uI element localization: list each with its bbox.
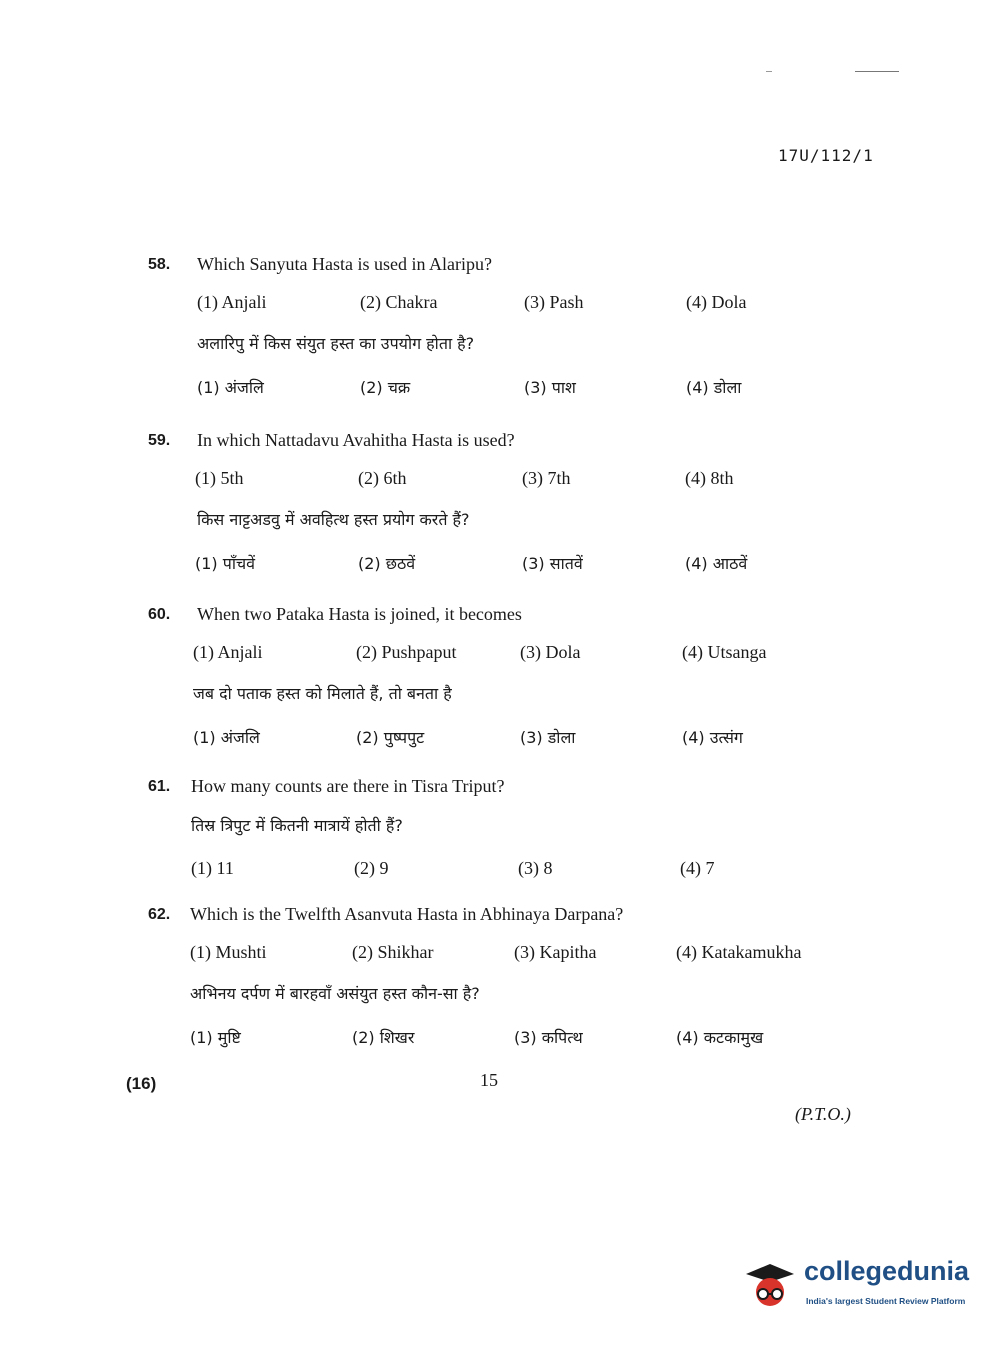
option-4: (4) Dola <box>686 292 747 312</box>
option-2-hi: (2) चक्र <box>360 378 411 397</box>
option-2: (2) Shikhar <box>352 942 434 962</box>
option-1-hi: (1) अंजलि <box>197 378 264 397</box>
option-4-hi: (4) डोला <box>686 378 742 397</box>
option-1: (1) 11 <box>191 858 234 878</box>
scan-rule <box>855 71 899 72</box>
options-en <box>140 468 860 508</box>
option-3: (3) Pash <box>524 292 584 312</box>
options-hi <box>140 1026 860 1074</box>
option-4-hi: (4) कटकामुख <box>676 1028 764 1047</box>
options-en <box>140 942 860 982</box>
option-2: (2) Pushpaput <box>356 642 457 662</box>
question-number: 61. <box>148 778 171 795</box>
question-text-hi: जब दो पताक हस्त को मिलाते हैं, तो बनता है <box>193 684 452 703</box>
question-number: 58. <box>148 256 171 273</box>
option-1: (1) Anjali <box>193 642 263 662</box>
option-3-hi: (3) सातवें <box>522 554 583 573</box>
option-4-hi: (4) उत्संग <box>682 728 743 747</box>
question-text-en: When two Pataka Hasta is joined, it becomes <box>197 604 522 624</box>
question-text-en: Which is the Twelfth Asanvuta Hasta in Abhinaya Darpana? <box>190 904 624 924</box>
question-number: 60. <box>148 606 171 623</box>
options-hi <box>140 552 860 600</box>
option-2: (2) Chakra <box>360 292 438 312</box>
option-1-hi: (1) अंजलि <box>193 728 260 747</box>
options-en <box>140 642 860 682</box>
collegedunia-watermark <box>742 1254 972 1316</box>
question-62 <box>140 906 860 1074</box>
option-2-hi: (2) पुष्पपुट <box>356 728 425 747</box>
question-59 <box>140 432 860 600</box>
brand-name: collegedunia <box>804 1256 970 1286</box>
option-1: (1) Anjali <box>197 292 267 312</box>
option-3: (3) Dola <box>520 642 581 662</box>
pto-note: (P.T.O.) <box>795 1104 851 1124</box>
option-3: (3) Kapitha <box>514 942 597 962</box>
option-4: (4) Utsanga <box>682 642 767 662</box>
option-3-hi: (3) पाश <box>524 378 576 397</box>
question-number: 62. <box>148 906 171 923</box>
option-1-hi: (1) पाँचवें <box>195 554 256 573</box>
question-text-hi: अलारिपु में किस संयुत हस्त का उपयोग होता है? <box>197 334 475 353</box>
option-2: (2) 9 <box>354 858 389 878</box>
options-en <box>140 292 860 332</box>
question-text-en: Which Sanyuta Hasta is used in Alaripu? <box>197 254 492 274</box>
option-4: (4) 7 <box>680 858 715 878</box>
question-text-hi: अभिनय दर्पण में बारहवाँ असंयुत हस्त कौन-सा है? <box>190 984 480 1003</box>
options-hi <box>140 726 860 774</box>
option-2-hi: (2) शिखर <box>352 1028 415 1047</box>
question-60 <box>140 606 860 774</box>
paper-code: 17U/112/1 <box>778 146 874 165</box>
option-4: (4) Katakamukha <box>676 942 802 962</box>
option-3: (3) 8 <box>518 858 553 878</box>
question-61 <box>140 778 860 898</box>
option-1: (1) Mushti <box>190 942 267 962</box>
question-text-en: How many counts are there in Tisra Triput? <box>191 776 505 796</box>
question-text-en: In which Nattadavu Avahitha Hasta is used? <box>197 430 515 450</box>
option-2: (2) 6th <box>358 468 407 488</box>
option-3-hi: (3) डोला <box>520 728 576 747</box>
option-4: (4) 8th <box>685 468 734 488</box>
option-3-hi: (3) कपित्थ <box>514 1028 583 1047</box>
page-number: 15 <box>480 1070 498 1090</box>
question-text-hi: किस नाट्टअडवु में अवहित्थ हस्त प्रयोग करते हैं? <box>197 510 470 529</box>
question-number: 59. <box>148 432 171 449</box>
scan-mark <box>766 71 772 72</box>
page-marker: (16) <box>126 1074 157 1093</box>
question-58 <box>140 256 860 424</box>
option-2-hi: (2) छठवें <box>358 554 416 573</box>
options-hi <box>140 376 860 424</box>
question-text-hi: तिस्र त्रिपुट में कितनी मात्रायें होती हैं? <box>191 816 403 835</box>
option-1-hi: (1) मुष्टि <box>190 1028 241 1047</box>
brand-tagline: India's largest Student Review Platform <box>806 1296 966 1306</box>
option-4-hi: (4) आठवें <box>685 554 748 573</box>
option-3: (3) 7th <box>522 468 571 488</box>
graduate-mascot-icon <box>742 1256 798 1312</box>
options-en <box>140 858 860 898</box>
option-1: (1) 5th <box>195 468 244 488</box>
